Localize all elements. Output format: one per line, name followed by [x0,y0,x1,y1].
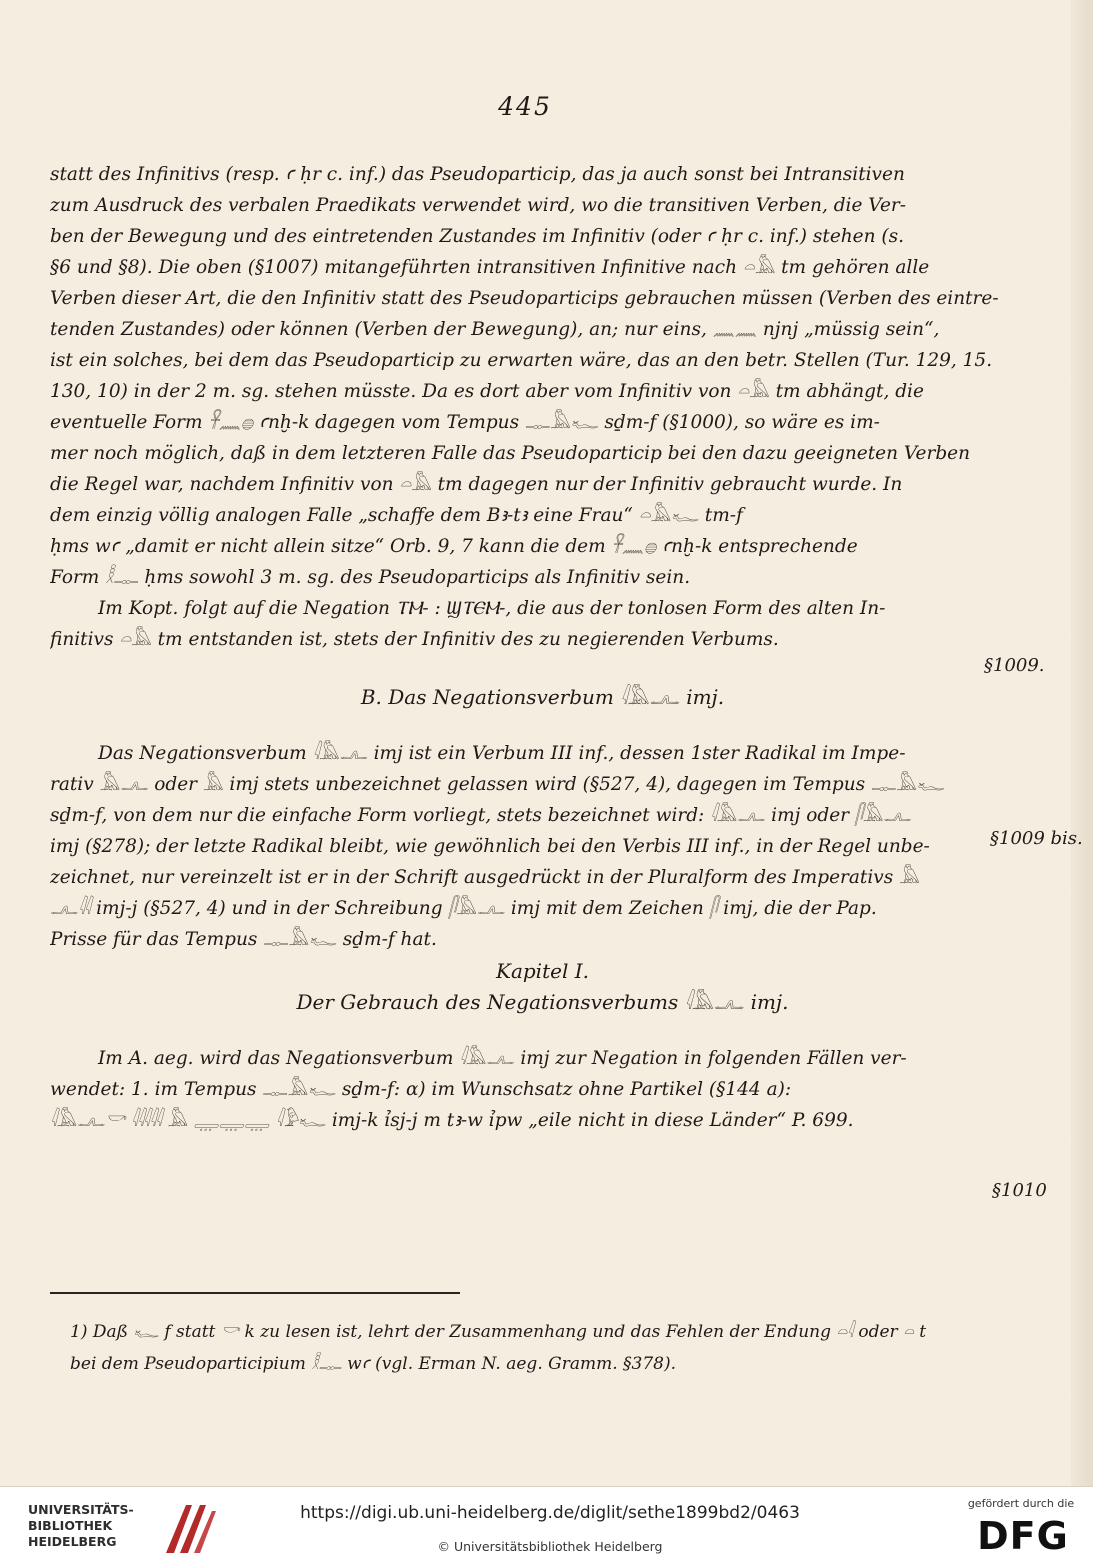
copyright-notice: © Universitätsbibliothek Heidelberg [437,1539,663,1554]
section-line: imj (§278); der letzte Radikal bleibt, wie gewöhnlich bei den Verbis III inf., in der Regel unbe- [50,836,930,857]
body-line: statt des Infinitivs (resp. ꜥ ḥr c. inf.) das Pseudoparticip, das ja auch sonst bei Intransitiven [50,164,905,185]
margin-note-1009: §1009. [984,655,1045,676]
footnote-line: bei dem Pseudoparticipium 𓎛𓊃 wꜥ (vgl. Erman N. aeg. Gramm. §378). [70,1354,676,1374]
funder-label: gefördert durch die [967,1497,1075,1510]
body-line: finitivs 𓏏𓅓 tm entstanden ist, stets der Infinitiv des zu negierenden Verbums. [50,629,779,650]
chapter-title: Der Gebrauch des Negationsverbums 𓇋𓅓𓂜 imj. [296,990,789,1014]
body-line: zum Ausdruck des verbalen Praedikats verwendet wird, wo die transitiven Verben, die Ver- [50,195,907,216]
section-line: Prisse für das Tempus 𓊃𓅓𓆑 sḏm-f hat. [50,929,437,950]
body-line: die Regel war, nachdem Infinitiv von 𓏏𓅓 tm dagegen nur der Infinitiv gebraucht wurde. In [50,474,903,495]
chapter-line: wendet: 1. im Tempus 𓊃𓅓𓆑 sḏm-f: α) im Wunschsatz ohne Partikel (§144 a): [50,1079,792,1100]
footnotes [70,1316,1030,1380]
body-line: 130, 10) in der 2 m. sg. stehen müsste. Da es dort aber vom Infinitiv von 𓏏𓅓 tm abhängt, die [50,381,924,402]
body-line: ḥms wꜥ „damit er nicht allein sitze“ Orb. 9, 7 kann die dem 𓋹𓈖𓐍 ꜥnḫ-k entsprechende [50,536,858,557]
body-line: mer noch möglich, daß in dem letzteren Falle das Pseudoparticip bei den dazu geeigneten Verben [50,443,971,464]
body-text [50,160,1035,1137]
section-line: Das Negationsverbum 𓇋𓅓𓂜 imj ist ein Verbum III inf., dessen 1ster Radikal im Impe- [98,743,906,764]
body-line: ist ein solches, bei dem das Pseudoparticip zu erwarten wäre, das an den betr. Stellen (Tur. 129, 15. [50,350,993,371]
permalink-url[interactable]: https://digi.ub.uni-heidelberg.de/diglit/sethe1899bd2/0463 [300,1503,800,1523]
body-line: tenden Zustandes) oder können (Verben der Bewegung), an; nur eins, 𓈖𓈖 njnj „müssig sein“, [50,319,940,340]
body-line: ben der Bewegung und des eintretenden Zustandes im Infinitiv (oder ꜥ ḥr c. inf.) stehen (s. [50,226,905,247]
viewer-footer [0,1486,1093,1567]
library-logo-icon [160,1497,222,1557]
dfg-logo: DFG [977,1514,1069,1558]
chapter-label: Kapitel I. [496,959,589,983]
footnote-line: 1) Daß 𓆑 f statt 𓎡 k zu lesen ist, lehrt der Zusammenhang und das Fehlen der Endung 𓏏𓇋 oder 𓏏 t [70,1322,927,1342]
body-line: eventuelle Form 𓋹𓈖𓐍 ꜥnḫ-k dagegen vom Tempus 𓊃𓅓𓆑 sḏm-f (§1000), so wäre es im- [50,412,880,433]
body-line: §6 und §8). Die oben (§1007) mitangeführten intransitiven Infinitive nach 𓏏𓅓 tm gehören alle [50,257,930,278]
page-number: 445 [498,92,552,121]
body-line: Im Kopt. folgt auf die Negation ⲦⲘ- : ϢⲦⲈⲘ-, die aus der tonlosen Form des alten In- [98,598,886,619]
section-heading: B. Das Negationsverbum 𓇋𓅓𓂜 imj. [360,685,725,709]
body-line: Form 𓎛𓊃 ḥms sowohl 3 m. sg. des Pseudoparticips als Infinitiv sein. [50,567,691,588]
margin-note-1010: §1010 [992,1180,1047,1201]
section-line: zeichnet, nur vereinzelt ist er in der Schrift ausgedrückt in der Pluralform des Imperativs 𓅓 [50,867,920,888]
section-line: 𓂜𓇌 imj-j (§527, 4) und in der Schreibung 𓋴𓅓𓂜 imj mit dem Zeichen 𓋴 imj, die der Pap. [50,898,877,919]
page-edge [1071,0,1093,1486]
body-line: dem einzig völlig analogen Falle „schaffe dem Bꜣ-tꜣ eine Frau“ 𓏏𓅓𓆑 tm-f [50,505,743,526]
footnote-rule [50,1292,460,1294]
library-logo-text [28,1502,168,1550]
chapter-line: 𓇋𓅓𓂜𓎡 𓇋𓇌𓇌 𓅓 𓇾𓇾𓇾 𓇋𓅱𓆑 imj-k ỉsj-j m tꜣ-w ỉpw „eile nicht in diese Länder“ P. 699. [50,1110,854,1131]
body-line: Verben dieser Art, die den Infinitiv statt des Pseudoparticips gebrauchen müssen (Verben des eintre- [50,288,999,309]
section-line: rativ 𓅓𓂜 oder 𓅓 imj stets unbezeichnet gelassen wird (§527, 4), dagegen im Tempus 𓊃𓅓𓆑 [50,774,945,795]
section-line: sḏm-f, von dem nur die einfache Form vorliegt, stets bezeichnet wird: 𓇋𓅓𓂜 imj oder 𓋴𓅓𓂜 [50,805,912,826]
margin-note-1009bis: §1009 bis. [990,828,1083,849]
library-name: UNIVERSITÄTS- BIBLIOTHEK HEIDELBERG [28,1502,134,1549]
chapter-line: Im A. aeg. wird das Negationsverbum 𓇋𓅓𓂜 imj zur Negation in folgenden Fällen ver- [98,1048,907,1069]
